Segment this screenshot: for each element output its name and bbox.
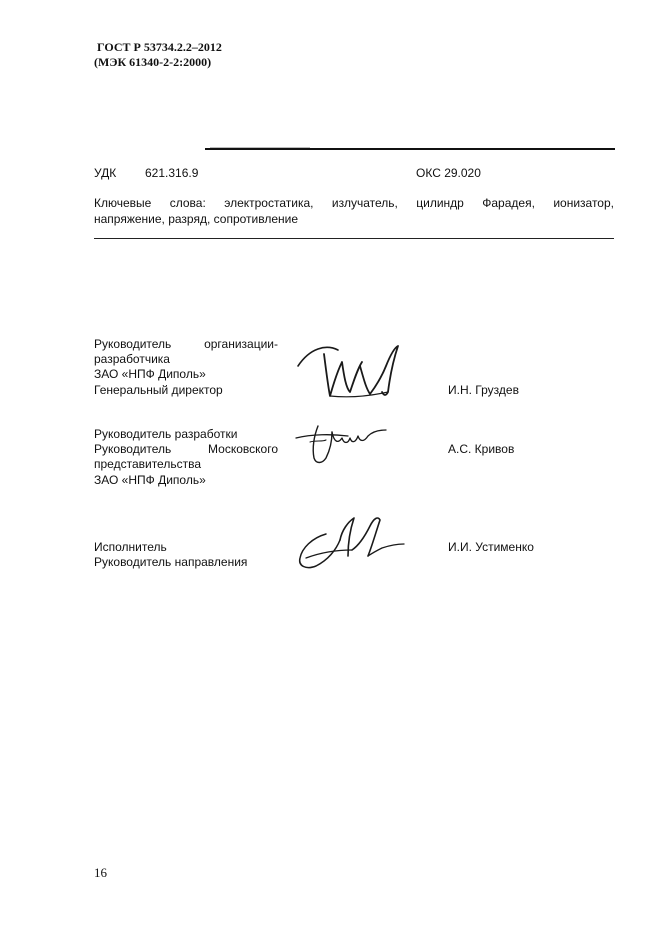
signature-ustimenko — [292, 512, 407, 574]
signatory-2-role-line-2: Руководитель Московского — [94, 442, 278, 456]
keywords-line-2: напряжение, разряд, сопротивление — [94, 212, 298, 226]
signature-gruzdev — [290, 336, 405, 406]
signatory-2-role-line-4: ЗАО «НПФ Диполь» — [94, 473, 206, 487]
signatory-3-role-line-2: Руководитель направления — [94, 555, 248, 569]
page-number: 16 — [94, 865, 107, 880]
top-rule-faint — [210, 147, 310, 148]
signatory-1-role-line-2: разработчика — [94, 352, 170, 366]
signatory-1-role-line-3: ЗАО «НПФ Диполь» — [94, 367, 206, 381]
standard-number: ГОСТ Р 53734.2.2–2012 — [97, 40, 222, 54]
oks-code: ОКС 29.020 — [416, 166, 481, 180]
signature-krivov — [292, 414, 392, 470]
iec-reference: (МЭК 61340-2-2:2000) — [94, 55, 212, 69]
signatory-2-role-line-1: Руководитель разработки — [94, 427, 238, 441]
signatory-1-name: И.Н. Груздев — [448, 383, 519, 397]
signatory-3-name: И.И. Устименко — [448, 540, 534, 554]
top-rule — [205, 148, 615, 150]
signatory-1-role-line-4: Генеральный директор — [94, 383, 223, 397]
signatory-1-role-line-1: Руководитель организации- — [94, 337, 278, 351]
udk-label: УДК — [94, 166, 117, 180]
keywords-rule — [94, 238, 614, 239]
keywords-line-1: Ключевые слова: электростатика, излучатель, цилиндр Фарадея, ионизатор, — [94, 196, 614, 210]
signatory-2-role-line-3: представительства — [94, 457, 201, 471]
signatory-2-name: А.С. Кривов — [448, 442, 515, 456]
signatory-3-role-line-1: Исполнитель — [94, 540, 167, 554]
udk-value: 621.316.9 — [145, 166, 199, 180]
